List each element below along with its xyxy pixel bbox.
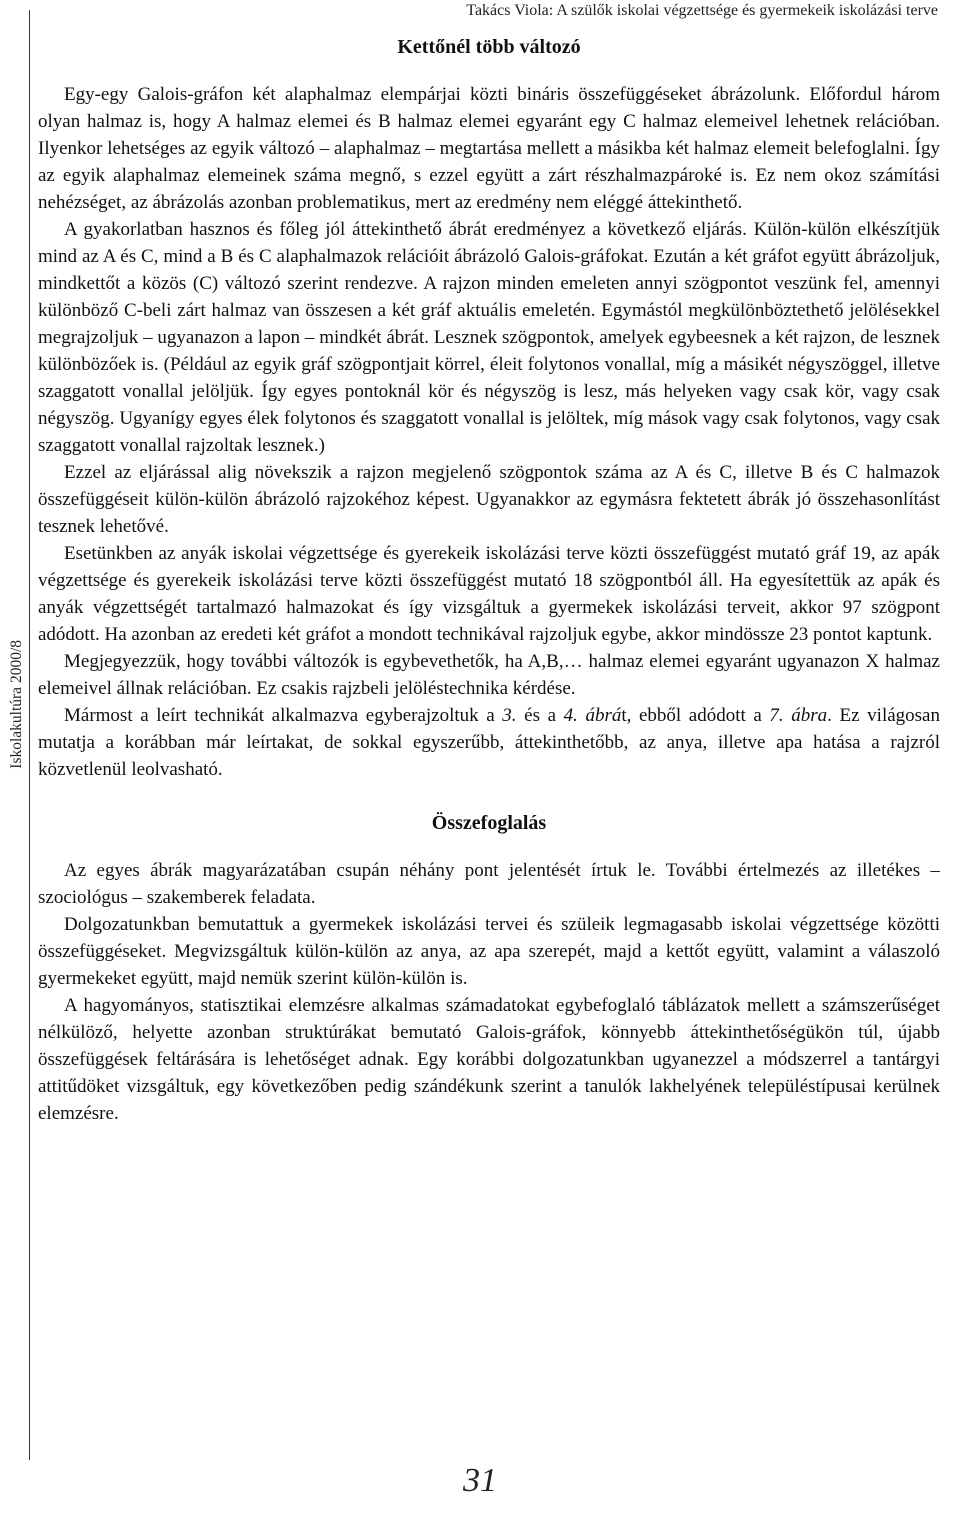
paragraph: Ezzel az eljárással alig növekszik a rajzon megjelenő szögpontok száma az A és C, illetve B és C halmazok összefüggéseit külön-külön ábrázoló rajzokéhoz képest. Ugyanakkor az egymásra fektetett ábrák jó összehasonlítást tesznek lehetővé.	[38, 462, 940, 537]
journal-label: Iskolakultúra 2000/8	[8, 640, 25, 769]
journal-side-label	[8, 640, 30, 769]
article-body	[38, 34, 940, 1127]
paragraph: Dolgozatunkban bemutattuk a gyermekek iskolázási tervei és szüleik legmagasabb iskolai végzettsége közötti összefüggéseket. Megvizsgáltuk külön-külön az anya, az apa szerepét, majd a kettőt együtt, valamint a válaszoló gyermekeket együtt, majd nemük szerint külön-külön is.	[38, 914, 940, 989]
paragraph: A hagyományos, statisztikai elemzésre alkalmas számadatokat egybefoglaló táblázatok mellett a számszerűséget nélkülöző, helyette azonban struktúrákat bemutató Galois-gráfok, könnyebb áttekinthetőségükön túl, újabb összefüggések feltárására is lehetőséget adnak. Egy korábbi dolgozatunkban ugyanezzel a módszerrel a tantárgyi attitűdöket vizsgáltuk, egy következőben pedig szándékunk szerint a tanulók lakhelyének településtípusai kerülnek elemzésre.	[38, 995, 940, 1124]
section-title-more-variables: Kettőnél több változó	[397, 36, 581, 58]
running-head: Takács Viola: A szülők iskolai végzettsége és gyermekeik iskolázási terve	[466, 2, 938, 19]
paragraph: A gyakorlatban hasznos és főleg jól áttekinthető ábrát eredményez a következő eljárás. Külön-külön elkészítjük mind az A és C, mind a B és C alaphalmazok relációit ábrázoló Galois-gráfokat. Ezután a két gráfot együtt ábrázoljuk, mindkettőt a közös (C) változó szerint rendezve. A rajzon minden emeleten annyi szögpontot veszünk fel, amennyi különböző C-beli zárt halmaz van összesen a két gráf aktuális emeletén. Egymástól megkülönböztethető jelölésekkel megrajzoljuk – ugyanazon a lapon – mindkét ábrát. Lesznek szögpontok, amelyek egybeesnek a két rajzon, de lesznek különbözőek is. (Például az egyik gráf szögpontjait körrel, éleit folytonos vonallal, míg a másikét négyszöggel, illetve szaggatott vonallal jelöljük. Így egyes pontoknál kör és négyszög is lesz, más helyeken vagy csak kör, vagy csak négyszög. Ugyanígy egyes élek folytonos és szaggatott vonallal is jelöltek, míg mások vagy csak folytonos, vagy csak szaggatott vonallal rajzoltak lesznek.)	[38, 219, 940, 456]
paragraph: Megjegyezzük, hogy további változók is egybevethetők, ha A,B,… halmaz elemei egyaránt ugyanazon X halmaz elemeivel állnak relációban. Ez csakis rajzbeli jelöléstechnika kérdése.	[38, 651, 940, 699]
paragraph-figure-reference	[38, 702, 940, 783]
figure-ref-3: 3.	[502, 705, 517, 726]
paragraph: Esetünkben az anyák iskolai végzettsége és gyerekeik iskolázási terve közti összefüggést mutató gráf 19, az apák végzettsége és gyerekeik iskolázási terve közti összefüggést mutató 18 szögpontból áll. Ha egyesítettük az apák és anyák végzettségét tartalmazó halmazokat és így vizsgáltuk a gyermekek iskolázási terveit, akkor 97 szögpont adódott. Ha azonban az eredeti két gráfot a mondott technikával rajzoljuk egybe, akkor mindössze 23 pontot kaptunk.	[38, 543, 940, 645]
text-run: Mármost a leírt technikát alkalmazva egyberajzoltuk a	[64, 705, 503, 726]
text-run: és a	[516, 705, 564, 726]
paragraph: Az egyes ábrák magyarázatában csupán néhány pont jelentését írtuk le. További értelmezés az illetékes – szociológus – szakemberek feladata.	[38, 860, 940, 908]
paragraph: Egy-egy Galois-gráfon két alaphalmaz elempárjai közti bináris összefüggéseket ábrázolunk. Előfordul három olyan halmaz is, hogy A halmaz elemei és B halmaz elemei egyaránt egy C halmaz elemeivel lehetnek relációban. Ilyenkor lehetséges az egyik változó – alaphalmaz – megtartása mellett a másikba két halmaz elemeit belefoglalni. Így az egyik alaphalmaz elemeinek száma megnő, s ezzel együtt a zárt részhalmazpároké is. Ez nem okoz számítási nehézséget, az ábrázolás azonban problematikus, mert az eredmény nem eléggé áttekinthető.	[38, 84, 940, 213]
page-number: 31	[463, 1462, 497, 1499]
side-rule	[29, 10, 30, 1460]
figure-ref-7: 7. ábra	[769, 705, 828, 726]
text-run: . Ez világosan mutatja a korábban már leírtakat, de sokkal egyszerűbb, áttekinthetőbb, az anya, illetve apa hatása a rajzról közvetlenül leolvasható.	[38, 705, 940, 780]
text-run: t, ebből adódott a	[621, 705, 770, 726]
figure-ref-4: 4. ábrá	[563, 705, 622, 726]
section-title-summary: Összefoglalás	[431, 812, 547, 834]
